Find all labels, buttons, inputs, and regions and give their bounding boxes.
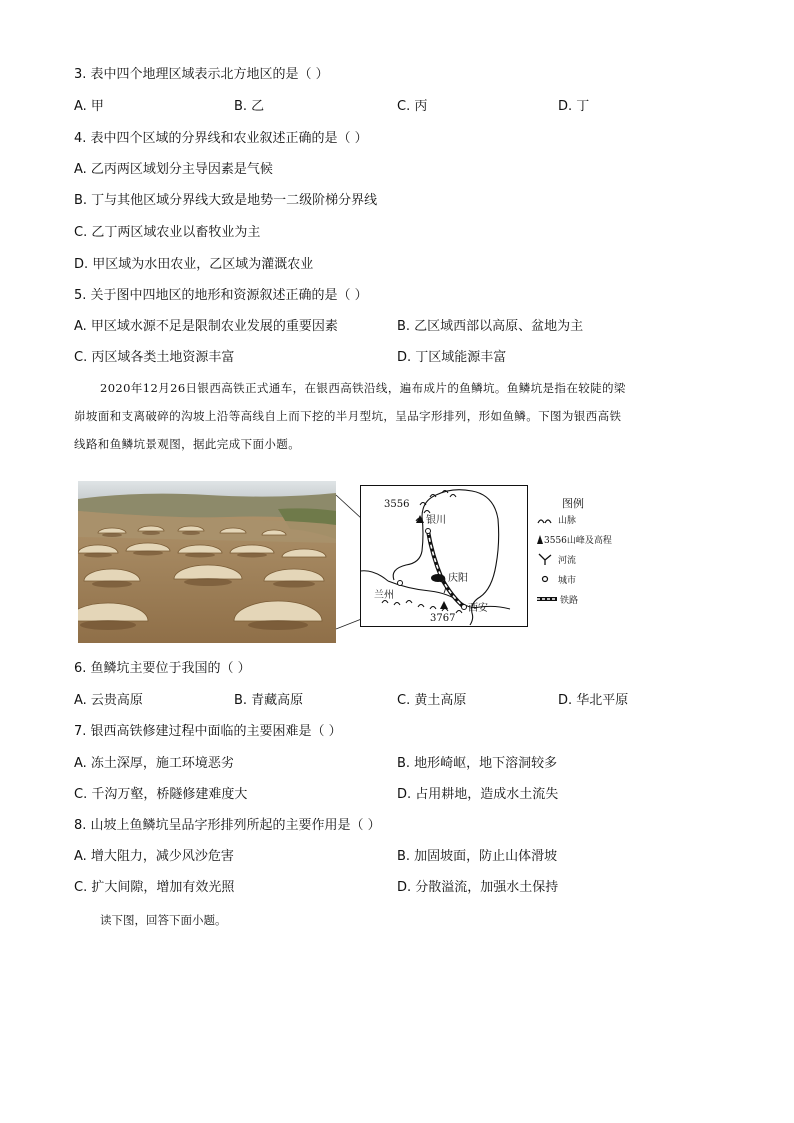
question-7-option-d: D. 占用耕地，造成水土流失 [397, 787, 559, 802]
question-6-option-c: C. 黄土高原 [397, 693, 467, 708]
question-6-stem: 6. 鱼鳞坑主要位于我国的（ ） [74, 661, 251, 676]
question-5-option-b: B. 乙区域西部以高原、盆地为主 [397, 319, 584, 334]
question-3-stem: 3. 表中四个地理区域表示北方地区的是（ ） [74, 67, 329, 82]
question-8-option-a: A. 增大阻力，减少风沙危害 [74, 849, 234, 864]
city-lanzhou [398, 581, 403, 586]
legend-label-railway: 铁路 [560, 595, 579, 606]
city-label-xian: 西安 [468, 603, 488, 614]
question-6-option-d: D. 华北平原 [558, 693, 629, 708]
question-8-option-c: C. 扩大间隙，增加有效光照 [74, 880, 235, 895]
figure [78, 481, 618, 645]
legend-item-mountain [536, 511, 576, 527]
city-xian [462, 605, 467, 610]
legend-item-river [536, 551, 576, 567]
legend-label-river: 河流 [558, 555, 577, 566]
question-3-option-a: A. 甲 [74, 99, 104, 114]
city-label-yinchuan: 银川 [426, 515, 446, 526]
city-label-lanzhou: 兰州 [374, 590, 394, 601]
question-7-option-b: B. 地形崎岖，地下溶洞较多 [397, 756, 558, 771]
railway-icon [536, 593, 558, 605]
legend-label-peak: 3556山峰及高程 [544, 535, 612, 546]
mountain-icon [536, 513, 554, 525]
question-4-stem: 4. 表中四个区域的分界线和农业叙述正确的是（ ） [74, 131, 368, 146]
question-6-option-b: B. 青藏高原 [234, 693, 304, 708]
city-yinchuan [426, 529, 431, 534]
question-4-option-d: D. 甲区域为水田农业，乙区域为灌溉农业 [74, 257, 314, 272]
closing-instruction: 读下图，回答下面小题。 [100, 913, 227, 927]
passage-line-1: 2020年12月26日银西高铁正式通车，在银西高铁沿线，遍布成片的鱼鳞坑。鱼鳞坑是指在较陡的梁 [100, 381, 626, 395]
question-8-stem: 8. 山坡上鱼鳞坑呈品字形排列所起的主要作用是（ ） [74, 818, 381, 833]
question-7-stem: 7. 银西高铁修建过程中面临的主要困难是（ ） [74, 724, 342, 739]
legend-item-peak [536, 531, 612, 547]
peak-icon [536, 533, 544, 545]
peak-label-1: 3556 [384, 499, 410, 510]
question-7-option-a: A. 冻土深厚，施工环境恶劣 [74, 756, 234, 771]
passage [74, 374, 722, 458]
legend-title: 图例 [562, 497, 584, 510]
peak-label-2: 3767 [430, 613, 456, 624]
question-4-option-a: A. 乙丙两区域划分主导因素是气候 [74, 162, 273, 177]
railway-map [360, 485, 528, 627]
passage-line-2: 峁坡面和支离破碎的沟坡上沿等高线自上而下挖的半月型坑，呈品字形排列，形如鱼鳞。下图为银西高铁 [74, 409, 622, 423]
question-5-option-d: D. 丁区域能源丰富 [397, 350, 507, 365]
legend-label-city: 城市 [558, 575, 577, 586]
question-7-option-c: C. 千沟万壑，桥隧修建难度大 [74, 787, 248, 802]
passage-line-3: 线路和鱼鳞坑景观图，据此完成下面小题。 [74, 437, 301, 451]
map-legend [536, 495, 636, 635]
question-3-option-d: D. 丁 [558, 99, 590, 114]
question-3-option-c: C. 丙 [397, 99, 428, 114]
question-4-option-c: C. 乙丁两区域农业以畜牧业为主 [74, 225, 261, 240]
question-4-option-b: B. 丁与其他区域分界线大致是地势一二级阶梯分界线 [74, 193, 378, 208]
question-6-option-a: A. 云贵高原 [74, 693, 143, 708]
city-icon [536, 573, 554, 585]
question-8-option-d: D. 分散溢流，加强水土保持 [397, 880, 559, 895]
question-5-option-a: A. 甲区域水源不足是限制农业发展的重要因素 [74, 319, 338, 334]
question-5-stem: 5. 关于图中四地区的地形和资源叙述正确的是（ ） [74, 288, 368, 303]
question-3-option-b: B. 乙 [234, 99, 265, 114]
city-label-qingyang: 庆阳 [448, 573, 468, 584]
legend-item-railway [536, 591, 578, 607]
question-8-option-b: B. 加固坡面，防止山体滑坡 [397, 849, 558, 864]
legend-label-mountain: 山脉 [558, 515, 577, 526]
question-5-option-c: C. 丙区域各类土地资源丰富 [74, 350, 235, 365]
legend-item-city [536, 571, 576, 587]
river-icon [536, 552, 554, 566]
